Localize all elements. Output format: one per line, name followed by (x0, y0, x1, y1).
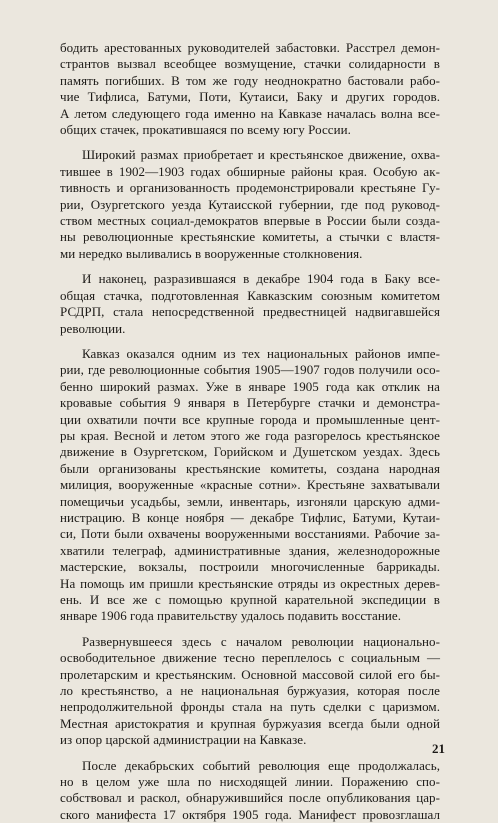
text-line: РСДРП, стала непосредственной предвестницей надвигавшейся (60, 304, 440, 320)
text-line: общих стачек, прокатившаяся по всему югу России. (60, 122, 351, 138)
text-line: нистрацию. В конце ноября — декабре Тифлис, Батуми, Кутаи- (60, 509, 440, 525)
text-line: ень. И все же с помощью крупной карательной экспедиции в (60, 592, 440, 607)
text-line: пролетарским и крестьянским. Основной массовой силой его бы- (60, 666, 440, 682)
paragraph (60, 634, 440, 749)
text-line: но в целом уже шла по нисходящей линии. Поражению спо- (60, 774, 440, 790)
paragraph-gap (60, 262, 440, 271)
text-line: из опор царской администрации на Кавказе. (60, 732, 307, 748)
text-line: тивность и организованность продемонстрировали крестьяне Гу- (60, 180, 440, 196)
page-number: 21 (432, 741, 445, 756)
text-line: были организованы крестьянские комитеты, создана народная (60, 460, 440, 476)
paragraph-gap (60, 337, 440, 346)
text-line: На помощь им пришли крестьянские отряды из окрестных дерев- (60, 575, 440, 591)
text-line: рии, Озургетского уезда Кутаисской губернии, где под руковод- (60, 196, 440, 212)
paragraph (60, 147, 440, 262)
text-line: общая стачка, подготовленная Кавказским союзным комитетом (60, 287, 440, 303)
text-line: бенно широкий размах. Уже в январе 1905 года как отклик на (60, 378, 440, 394)
text-line: милиция, вооруженные «красные сотни». Крестьяне захватывали (60, 477, 440, 493)
text-line: ры края. Весной и летом этого же года разгорелось крестьянское (60, 427, 440, 443)
text-line: непродолжительной фронды стала на путь сделки с царизмом. (60, 699, 440, 715)
text-line: Развернувшееся здесь с началом революции национально- (82, 633, 440, 649)
paragraph (60, 346, 440, 625)
text-line: После декабрьских событий революция еще продолжалась, (82, 757, 440, 773)
text-line: си, Поти были охвачены вооруженными восстаниями. Рабочие за- (60, 526, 440, 542)
text-line: И наконец, разразившаяся в декабре 1904 года в Баку все- (82, 271, 440, 287)
paragraph-gap (60, 625, 440, 634)
text-line: тившее в 1902—1903 годах обширные районы края. Особую ак- (60, 163, 440, 179)
text-line: мастерские, вокзалы, построили многочисленные баррикады. (60, 559, 440, 575)
paragraph (60, 40, 440, 138)
text-line: рии, где революционные события 1905—1907 годов получили осо- (60, 362, 440, 378)
text-line: движение в Озургетском, Горийском и Душетском уездах. Здесь (60, 444, 440, 460)
body-text (60, 40, 440, 823)
text-line: ством местных социал-демократов впервые в России были созда- (60, 213, 440, 229)
text-line: ции охватили почти все крупные города и промышленные цент- (60, 411, 440, 427)
text-line: собствовал и раскол, обнаружившийся после опубликования цар- (60, 790, 440, 806)
text-line: Широкий размах приобретает и крестьянское движение, охва- (82, 147, 440, 163)
text-line: январе 1906 года правительству удалось подавить восстание. (60, 608, 402, 624)
text-line: странтов вызвал всеобщее возмущение, стачки солидарности в (60, 56, 440, 72)
text-line: ми нередко выливались в вооруженные столкновения. (60, 245, 363, 261)
paragraph (60, 758, 440, 823)
text-line: ского манифеста 17 октября 1905 года. Манифест провозглашал (60, 806, 440, 822)
text-line: ло крестьянство, а не национальная буржуазия, которая после (60, 683, 440, 699)
text-line: Местная аристократия и крупная буржуазия всегда были одной (60, 715, 440, 731)
text-line: помещичьи усадьбы, земли, инвентарь, изгоняли царскую адми- (60, 493, 440, 509)
paragraph-gap (60, 138, 440, 147)
text-line: бодить арестованных руководителей забастовки. Расстрел демон- (60, 40, 440, 55)
text-line: чие Тифлиса, Батуми, Поти, Кутаиси, Баку и других городов. (60, 89, 440, 105)
text-line: ны революционные крестьянские комитеты, а стычки с властя- (60, 229, 440, 245)
text-line: хватили телеграф, административные здания, железнодорожные (60, 542, 440, 558)
text-line: А летом следующего года именно на Кавказе началась волна все- (60, 105, 440, 121)
text-line: революции. (60, 320, 126, 336)
paragraph-gap (60, 749, 440, 758)
text-line: освободительное движение тесно переплелось с социальным — (60, 650, 440, 666)
text-line: память погибших. В том же году неоднократно бастовали рабо- (60, 72, 440, 88)
text-line: кровавые события 9 января в Петербурге стачки и демонстра- (60, 395, 440, 411)
paragraph (60, 271, 440, 337)
text-line: Кавказ оказался одним из тех национальных районов импе- (82, 345, 440, 361)
